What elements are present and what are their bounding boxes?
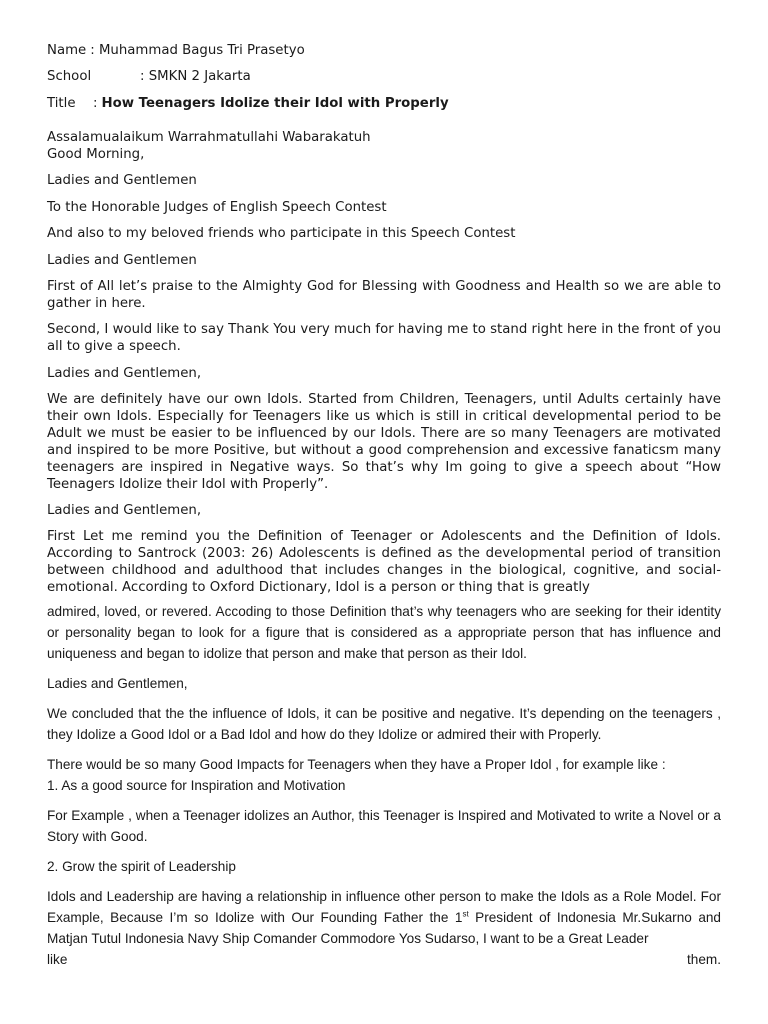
paragraph-leadership [47, 886, 721, 949]
greeting-salam: Assalamualaikum Warrahmatullahi Wabarakatuh [47, 130, 371, 145]
address-ladies-gentlemen-1: Ladies and Gentlemen [47, 173, 197, 188]
paragraph-definition-part1: First Let me remind you the Definition of Teenager or Adolescents and the Definition of Idols. According to Santrock (2003: 26) Adolescents is defined as the developmental period of transition between childhood and adulthood that includes changes in the biological, cognitive, and social-emotional. According to Oxford Dictionary, Idol is a person or thing that is greatly [47, 529, 721, 595]
title-separator: : [93, 96, 98, 111]
name-label: Name [47, 43, 87, 58]
greeting-morning: Good Morning, [47, 147, 145, 162]
leadership-end-left: like [47, 952, 68, 967]
paragraph-example-author: For Example , when a Teenager idolizes an Author, this Teenager is Inspired and Motivated to write a Novel or a Story with Good. [47, 808, 721, 844]
list-item-1-heading: 1. As a good source for Inspiration and Motivation [47, 778, 346, 793]
address-ladies-gentlemen-2: Ladies and Gentlemen [47, 253, 197, 268]
leadership-text-a: Idols and Leadership are having a relationship in influence other person to make the Idols as a Role Model. For Example, Because I’m so Idolize with Our Founding Father the 1 [47, 889, 721, 925]
school-label: School [47, 69, 92, 84]
paragraph-good-impacts: There would be so many Good Impacts for Teenagers when they have a Proper Idol , for example like : [47, 757, 666, 772]
name-row [47, 42, 721, 59]
title-row [47, 95, 721, 112]
leadership-text-b: President of Indonesia Mr.Sukarno and Matjan Tutul Indonesia Navy Ship Comander Commodore Yos Sudarso, I want to be a Great Leader [47, 910, 721, 946]
ordinal-superscript: st [462, 909, 469, 919]
paragraph-influence: We concluded that the the influence of Idols, it can be positive and negative. It’s depending on the teenagers , they Idolize a Good Idol or a Bad Idol and how do they Idolize or admired their with Properly. [47, 706, 721, 742]
title-label: Title [47, 96, 76, 111]
paragraph-leadership-last-line [47, 949, 721, 970]
address-friends: And also to my beloved friends who participate in this Speech Contest [47, 226, 516, 241]
leadership-end-right: them. [687, 952, 721, 967]
name-value: : Muhammad Bagus Tri Prasetyo [90, 43, 305, 58]
paragraph-praise: First of All let’s praise to the Almighty God for Blessing with Goodness and Health so we are able to gather in here. [47, 279, 721, 311]
address-ladies-gentlemen-3: Ladies and Gentlemen, [47, 366, 202, 381]
speech-title: How Teenagers Idolize their Idol with Properly [101, 96, 449, 111]
paragraph-definition-part2: admired, loved, or revered. Accoding to those Definition that’s why teenagers who are seeking for their identity or personality began to look for a figure that is considered as a appropriate person that has influence and uniqueness and began to idolize that person and make that person as their Idol. [47, 604, 721, 661]
address-judges: To the Honorable Judges of English Speech Contest [47, 200, 387, 215]
paragraph-idols-intro: We are definitely have our own Idols. Started from Children, Teenagers, until Adults certainly have their own Idols. Especially for Teenagers like us which is still in critical developmental period to be Adult we must be easier to be influenced by our Idols. There are so many Teenagers are motivated and inspired to be more Positive, but without a good comprehension and excessive fanaticsm many teenagers are inspired in Negative ways. So that’s why Im going to give a speech about “How Teenagers Idolize their Idol with Properly”. [47, 392, 721, 492]
school-value: : SMKN 2 Jakarta [140, 69, 251, 84]
paragraph-thanks: Second, I would like to say Thank You very much for having me to stand right here in the front of you all to give a speech. [47, 322, 721, 354]
school-row [47, 68, 721, 85]
address-ladies-gentlemen-4: Ladies and Gentlemen, [47, 503, 202, 518]
list-item-2-heading: 2. Grow the spirit of Leadership [47, 859, 236, 874]
address-ladies-gentlemen-5: Ladies and Gentlemen, [47, 676, 188, 691]
